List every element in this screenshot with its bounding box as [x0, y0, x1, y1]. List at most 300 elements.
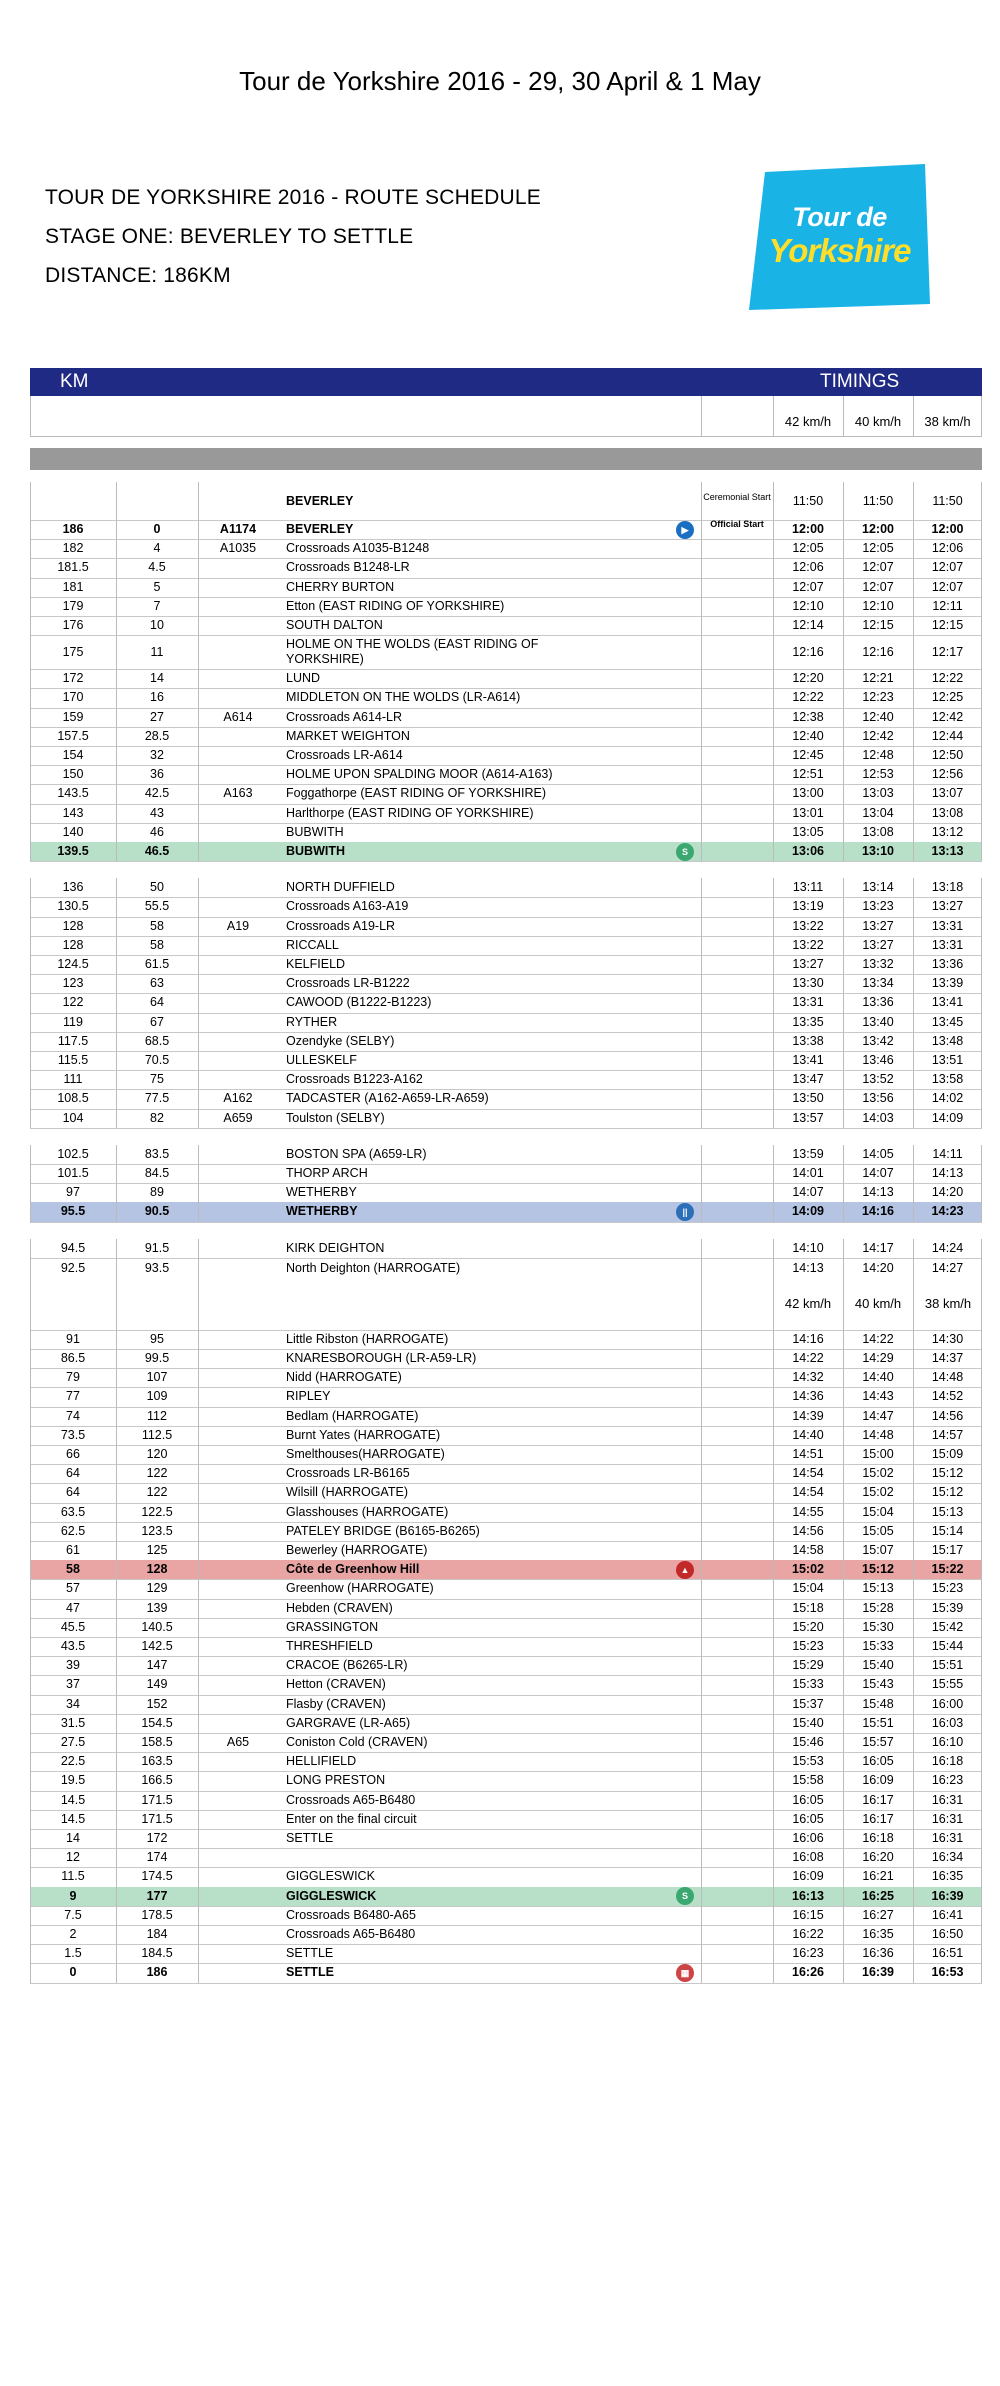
cell-c4: Crossroads A65-B6480 [286, 1927, 416, 1942]
cell-c6: 13:22 [792, 937, 824, 952]
table-row [30, 1675, 982, 1695]
cell-c8: 16:10 [931, 1735, 964, 1750]
table-row [30, 823, 982, 843]
cell-c7: 14:43 [862, 1389, 894, 1404]
cell-c6: 12:51 [792, 767, 824, 782]
cell-c8: 13:31 [931, 918, 964, 933]
cell-c4: Crossroads B1223-A162 [286, 1072, 423, 1087]
cell-c1: 176 [62, 618, 84, 633]
table-row [30, 784, 982, 804]
cell-c2: 10 [150, 618, 164, 633]
cell-c2: 64 [150, 995, 164, 1010]
cell-c8: 15:14 [931, 1523, 964, 1538]
table-row [30, 746, 982, 766]
cell-c6: 12:00 [792, 522, 824, 537]
finish-icon: ▦ [676, 1964, 694, 1982]
cell-c4: BEVERLEY [286, 522, 354, 537]
table-row [30, 1032, 982, 1052]
cell-c1: 2 [69, 1927, 77, 1942]
cell-c4: Bewerley (HARROGATE) [286, 1543, 428, 1558]
cell-c1: 66 [66, 1447, 80, 1462]
cell-c2: 112.5 [141, 1427, 173, 1442]
cell-c2: 58 [150, 918, 164, 933]
cell-c8: 14:20 [931, 1185, 964, 1200]
column-divider [701, 1239, 702, 1983]
table-row [30, 1070, 982, 1090]
column-divider [30, 396, 31, 436]
cell-c6: 16:08 [792, 1850, 824, 1865]
cell-c4: TADCASTER (A162-A659-LR-A659) [286, 1091, 489, 1106]
table-row [30, 1202, 982, 1222]
cell-c1: 7.5 [64, 1907, 82, 1922]
cell-c1: 22.5 [60, 1754, 86, 1769]
table-row [30, 765, 982, 785]
cell-c7: 12:10 [862, 598, 894, 613]
cell-c8: 15:39 [931, 1600, 964, 1615]
table-row [30, 1145, 982, 1165]
cell-c8: 13:48 [931, 1033, 964, 1048]
cell-c7: 14:47 [862, 1408, 894, 1423]
cell-c7: 15:07 [862, 1543, 894, 1558]
cell-c1: 95.5 [60, 1204, 86, 1219]
cell-c7: 11:50 [862, 493, 894, 508]
cell-c2: 4 [153, 541, 161, 556]
cell-c4: Greenhow (HARROGATE) [286, 1581, 434, 1596]
cell-c4: WETHERBY [286, 1185, 357, 1200]
cell-c6: 13:38 [792, 1033, 824, 1048]
cell-c1: 12 [66, 1850, 80, 1865]
table-row [30, 955, 982, 975]
cell-c1: 43.5 [60, 1639, 86, 1654]
cell-c6: 14:39 [792, 1408, 824, 1423]
table-row [30, 993, 982, 1013]
cell-c6: 13:57 [792, 1110, 824, 1125]
cell-c2: 166.5 [141, 1773, 173, 1788]
cell-c6: 15:29 [792, 1658, 824, 1673]
cell-c8: 16:31 [931, 1831, 964, 1846]
cell-c8: 16:00 [931, 1696, 964, 1711]
cell-c4: GARGRAVE (LR-A65) [286, 1715, 411, 1730]
cell-c6: 12:07 [792, 579, 824, 594]
cell-c6: 16:15 [792, 1907, 824, 1922]
column-divider [701, 482, 702, 861]
cell-c2: 77.5 [144, 1091, 170, 1106]
cell-c7: 14:29 [862, 1351, 894, 1366]
cell-c1: 97 [66, 1185, 80, 1200]
table-row [30, 1810, 982, 1830]
cell-c8: 13:27 [931, 899, 964, 914]
cell-c2: 82 [150, 1110, 164, 1125]
cell-c7: 12:48 [862, 748, 894, 763]
cell-c8: 12:00 [931, 522, 964, 537]
cell-c4: Wilsill (HARROGATE) [286, 1485, 408, 1500]
cell-c7: 12:21 [862, 671, 894, 686]
cell-c4: CHERRY BURTON [286, 579, 395, 594]
table-row [30, 1109, 982, 1129]
cell-c8: 13:07 [931, 786, 964, 801]
cell-c2: 89 [150, 1185, 164, 1200]
cell-c6: 14:55 [792, 1504, 824, 1519]
cell-c6: 13:50 [792, 1091, 824, 1106]
cell-c2: 50 [150, 880, 164, 895]
cell-c7: 15:00 [862, 1447, 894, 1462]
cell-c2: 63 [150, 976, 164, 991]
cell-c4: SETTLE [286, 1831, 334, 1846]
table-row [30, 1848, 982, 1868]
cell-c7: 14:16 [862, 1204, 894, 1219]
cell-c3: A1174 [219, 522, 257, 537]
cell-c7: 15:30 [862, 1619, 894, 1634]
cell-c1: 143 [62, 805, 84, 820]
cell-c7: 13:46 [862, 1053, 894, 1068]
cell-c1: 179 [62, 598, 84, 613]
table-row [30, 669, 982, 689]
cell-c1: 1.5 [64, 1946, 82, 1961]
cell-c8: 13:36 [931, 957, 964, 972]
column-divider [30, 1145, 31, 1222]
cell-c3: A162 [223, 1091, 253, 1106]
cell-c6: 12:45 [792, 748, 824, 763]
cell-c2: 174 [146, 1850, 168, 1865]
cell-c2: 152 [146, 1696, 168, 1711]
column-divider [981, 878, 982, 1128]
cell-c4: North Deighton (HARROGATE) [286, 1260, 461, 1275]
cell-c1: 0 [69, 1965, 77, 1980]
cell-c8: 13:39 [931, 976, 964, 991]
cell-c2: 16 [150, 690, 164, 705]
cell-c7: 12:00 [862, 522, 894, 537]
cell-c7: 13:27 [862, 918, 894, 933]
cell-c2: 154.5 [141, 1715, 173, 1730]
table-row [30, 1503, 982, 1523]
cell-c6: 13:35 [792, 1014, 824, 1029]
cell-c7: 13:27 [862, 937, 894, 952]
table-row [30, 1013, 982, 1033]
table-row [30, 1771, 982, 1791]
cell-c1: 157.5 [57, 728, 89, 743]
cell-c4: RIPLEY [286, 1389, 331, 1404]
cell-c7: 13:23 [862, 899, 894, 914]
cell-c4: Côte de Greenhow Hill [286, 1562, 420, 1577]
cell-c7: 16:21 [862, 1869, 894, 1884]
cell-c8: 16:03 [931, 1715, 964, 1730]
cell-c7: 15:28 [862, 1600, 894, 1615]
cell-c1: 37 [66, 1677, 80, 1692]
cell-c1: 77 [66, 1389, 80, 1404]
cell-c2: 55.5 [144, 899, 170, 914]
table-row [30, 1963, 982, 1983]
table-row [30, 1867, 982, 1887]
table-row [30, 842, 982, 862]
cell-c8: 14:13 [931, 1166, 964, 1181]
cell-c4: Crossroads LR-B6165 [286, 1466, 410, 1481]
cell-c2: 125 [146, 1543, 168, 1558]
speed-header-40: 40 km/h [854, 414, 902, 429]
cell-c2: 142.5 [141, 1639, 173, 1654]
column-divider [30, 482, 31, 861]
column-divider [198, 1145, 199, 1222]
cell-c4: SETTLE [286, 1946, 334, 1961]
cell-c4: BUBWITH [286, 844, 346, 859]
schedule-title: TOUR DE YORKSHIRE 2016 - ROUTE SCHEDULE [45, 186, 541, 209]
cell-c1: 86.5 [60, 1351, 86, 1366]
cell-c7: 15:57 [862, 1735, 894, 1750]
column-divider [116, 1145, 117, 1222]
cell-c4: GIGGLESWICK [286, 1888, 377, 1903]
cell-c6: 16:26 [792, 1965, 824, 1980]
cell-c6: 14:56 [792, 1523, 824, 1538]
table-row [30, 1464, 982, 1484]
cell-c4: THRESHFIELD [286, 1639, 373, 1654]
table-row [30, 1183, 982, 1203]
column-divider [843, 396, 844, 436]
cell-c2: 0 [153, 522, 161, 537]
column-divider [773, 1145, 774, 1222]
cell-c1: 27.5 [60, 1735, 86, 1750]
cell-c1: 122 [62, 995, 84, 1010]
column-divider [981, 1145, 982, 1222]
cell-c7: 14:13 [862, 1185, 894, 1200]
cell-c6: 14:51 [792, 1447, 824, 1462]
cell-c6: 14:10 [792, 1240, 824, 1255]
cell-c7: 16:36 [862, 1946, 894, 1961]
cell-c4: Crossroads A614-LR [286, 709, 403, 724]
cell-c7: 16:05 [862, 1754, 894, 1769]
cell-c8: 11:50 [932, 493, 963, 508]
cell-c6: 16:05 [792, 1792, 824, 1807]
cell-c1: 128 [62, 937, 84, 952]
cell-c4: Coniston Cold (CRAVEN) [286, 1735, 428, 1750]
column-divider [981, 1239, 982, 1983]
cell-c7: 12:07 [862, 579, 894, 594]
cell-c7: 12:07 [862, 560, 894, 575]
cell-c7: 13:56 [862, 1091, 894, 1106]
cell-c7: 13:14 [862, 880, 894, 895]
logo-line-2: Yorkshire [768, 232, 911, 269]
cell-c4: Crossroads LR-B1222 [286, 976, 410, 991]
table-row [30, 1426, 982, 1446]
cell-c2: 11 [150, 644, 164, 659]
cell-c8: 14:27 [931, 1260, 964, 1275]
cell-c2: 84.5 [144, 1166, 170, 1181]
cell-c2: 147 [146, 1658, 168, 1673]
cell-c6: 14:09 [792, 1204, 824, 1219]
cell-c2: 36 [150, 767, 164, 782]
cell-c7: 15:33 [862, 1639, 894, 1654]
cell-c8: 15:13 [931, 1504, 964, 1519]
cell-c1: 14 [66, 1831, 80, 1846]
cell-c2: 140.5 [141, 1619, 173, 1634]
cell-c7: 15:02 [862, 1485, 894, 1500]
table-row [30, 1522, 982, 1542]
cell-c1: 14.5 [60, 1792, 86, 1807]
table-row [30, 1906, 982, 1926]
cell-c4: KNARESBOROUGH (LR-A59-LR) [286, 1351, 477, 1366]
cell-c8: 13:31 [931, 937, 964, 952]
cell-c2: 184.5 [141, 1946, 173, 1961]
cell-c3: A659 [223, 1110, 253, 1125]
cell-c8: 15:51 [931, 1658, 964, 1673]
cell-c7: 15:04 [862, 1504, 894, 1519]
table-row [30, 1407, 982, 1427]
cell-c4: RYTHER [286, 1014, 338, 1029]
cell-c1: 170 [62, 690, 84, 705]
table-header-bar [30, 368, 982, 396]
cell-c7: 16:27 [862, 1907, 894, 1922]
cell-c8: 14:24 [931, 1240, 964, 1255]
cell-c6: 13:01 [792, 805, 824, 820]
cell-c2: 83.5 [144, 1146, 170, 1161]
cell-c2: 4.5 [148, 560, 166, 575]
cell-c1: 108.5 [57, 1091, 89, 1106]
table-row [30, 708, 982, 728]
tour-de-yorkshire-logo [747, 164, 932, 310]
cell-c6: 15:18 [792, 1600, 824, 1615]
column-divider [701, 396, 702, 436]
cell-c8: 15:17 [931, 1543, 964, 1558]
cell-c6: 14:16 [792, 1331, 824, 1346]
table-row [30, 520, 982, 540]
cell-c1: 94.5 [60, 1240, 86, 1255]
cell-c2: 172 [146, 1831, 168, 1846]
table-row [30, 1714, 982, 1734]
cell-c4: SETTLE [286, 1965, 334, 1980]
speed-header-42: 42 km/h [784, 414, 832, 429]
cell-c1: 128 [62, 918, 84, 933]
table-row [30, 1089, 982, 1109]
cell-c6: 13:27 [792, 957, 824, 972]
cell-c2: 70.5 [144, 1053, 170, 1068]
table-row [30, 727, 982, 747]
cell-c1: 19.5 [60, 1773, 86, 1788]
cell-c1: 91 [66, 1331, 80, 1346]
cell-c8: 15:42 [931, 1619, 964, 1634]
cell-c5: Official Start [710, 519, 764, 529]
cell-c6: 15:04 [792, 1581, 824, 1596]
cell-c4: Glasshouses (HARROGATE) [286, 1504, 449, 1519]
cell-c4: Crossroads B1248-LR [286, 560, 410, 575]
cell-c1: 143.5 [57, 786, 89, 801]
cell-c4: Crossroads A65-B6480 [286, 1792, 416, 1807]
speed-subheader: 40 km/h [854, 1295, 902, 1311]
cell-c7: 16:18 [862, 1831, 894, 1846]
table-row [30, 1239, 982, 1259]
table-row [30, 1051, 982, 1071]
cell-c2: 14 [150, 671, 164, 686]
cell-c7: 15:13 [862, 1581, 894, 1596]
cell-c2: 128 [146, 1562, 168, 1577]
cell-c6: 15:33 [792, 1677, 824, 1692]
cell-c2: 61.5 [144, 957, 170, 972]
cell-c1: 123 [62, 976, 84, 991]
cell-c4: Crossroads A1035-B1248 [286, 541, 430, 556]
table-row [30, 1164, 982, 1184]
cell-c4: WETHERBY [286, 1204, 358, 1219]
cell-c2: 122.5 [141, 1504, 173, 1519]
table-row [30, 616, 982, 636]
cell-c6: 16:13 [792, 1888, 824, 1903]
cell-c6: 12:14 [792, 618, 824, 633]
cell-c1: 117.5 [57, 1033, 89, 1048]
table-row [30, 1560, 982, 1580]
cell-c8: 13:18 [931, 880, 964, 895]
cell-c6: 12:06 [792, 560, 824, 575]
table-row [30, 1637, 982, 1657]
cell-c8: 12:25 [931, 690, 964, 705]
cell-c4: HOLME UPON SPALDING MOOR (A614-A163) [286, 767, 553, 782]
cell-c1: 111 [63, 1072, 83, 1087]
cell-c8: 12:42 [931, 709, 964, 724]
cell-c4: BEVERLEY [286, 493, 354, 508]
cell-c6: 13:30 [792, 976, 824, 991]
cell-c6: 13:41 [792, 1053, 824, 1068]
table-row [30, 482, 982, 521]
cell-c8: 16:50 [931, 1927, 964, 1942]
cell-c1: 150 [62, 767, 84, 782]
speed-header-38: 38 km/h [924, 414, 971, 429]
climb-icon: ▲ [676, 1561, 694, 1579]
cell-c6: 16:06 [792, 1831, 824, 1846]
cell-c6: 13:05 [792, 824, 824, 839]
cell-c7: 14:05 [862, 1146, 894, 1161]
cell-c7: 15:51 [862, 1715, 894, 1730]
cell-c2: 122 [146, 1485, 168, 1500]
cell-c1: 140 [62, 824, 84, 839]
cell-c2: 158.5 [141, 1735, 173, 1750]
cell-c7: 13:32 [862, 957, 894, 972]
cell-c8: 12:44 [931, 728, 964, 743]
cell-c7: 16:39 [862, 1965, 894, 1980]
table-row [30, 1330, 982, 1350]
cell-c1: 39 [66, 1658, 80, 1673]
table-row [30, 917, 982, 937]
cell-c7: 13:52 [862, 1072, 894, 1087]
table-row [30, 936, 982, 956]
table-row [30, 1445, 982, 1465]
cell-c1: 64 [66, 1466, 80, 1481]
table-row [30, 897, 982, 917]
cell-c6: 12:22 [792, 690, 824, 705]
cell-c2: 139 [146, 1600, 168, 1615]
table-row [30, 1752, 982, 1772]
cell-c1: 92.5 [60, 1260, 86, 1275]
gray-separator [30, 448, 982, 470]
cell-c8: 14:30 [931, 1331, 964, 1346]
cell-c1: 57 [66, 1581, 80, 1596]
start-icon: ▶ [676, 521, 694, 539]
cell-c7: 13:42 [862, 1033, 894, 1048]
cell-c6: 14:54 [792, 1466, 824, 1481]
cell-c6: 13:59 [792, 1146, 824, 1161]
cell-c8: 13:12 [931, 824, 964, 839]
cell-c4: MIDDLETON ON THE WOLDS (LR-A614) [286, 690, 521, 705]
column-divider [198, 482, 199, 861]
cell-c6: 14:07 [792, 1185, 824, 1200]
cell-c1: 104 [62, 1110, 84, 1125]
cell-c8: 13:41 [931, 995, 964, 1010]
column-divider [843, 878, 844, 1128]
stage-name: STAGE ONE: BEVERLEY TO SETTLE [45, 225, 414, 248]
cell-c7: 13:34 [862, 976, 894, 991]
cell-c1: 102.5 [57, 1146, 89, 1161]
cell-c4: GIGGLESWICK [286, 1869, 375, 1884]
speed-header-row [30, 396, 982, 437]
column-divider [843, 482, 844, 861]
cell-c8: 16:53 [931, 1965, 964, 1980]
cell-c2: 186 [146, 1965, 168, 1980]
cell-c8: 14:37 [931, 1351, 964, 1366]
cell-c8: 13:45 [931, 1014, 964, 1029]
